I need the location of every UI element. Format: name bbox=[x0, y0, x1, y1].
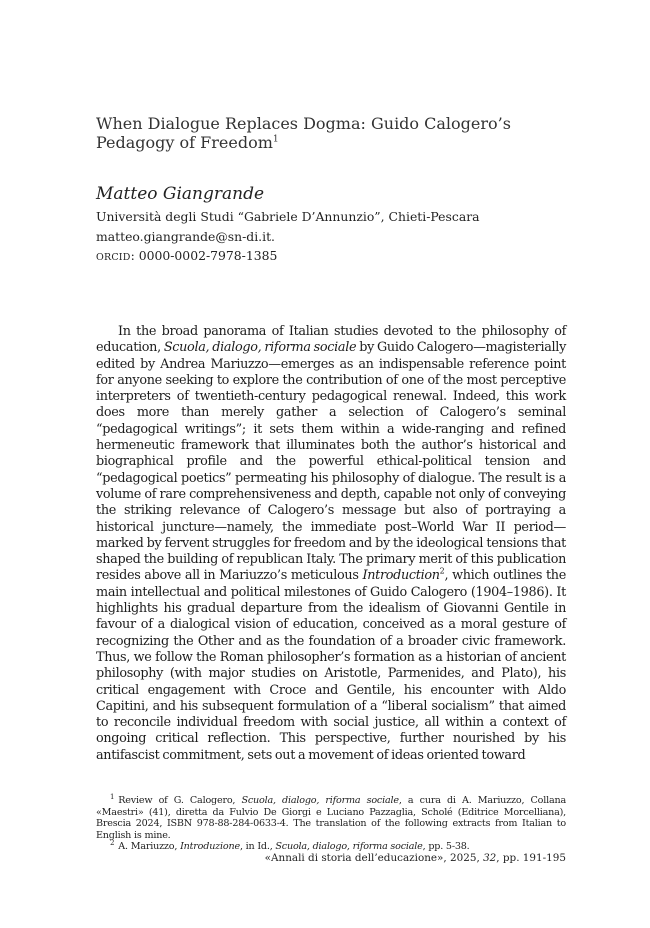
footnote-marker-2: 2 bbox=[439, 567, 445, 577]
footnote-1 bbox=[96, 792, 566, 841]
footnote-2 bbox=[96, 838, 566, 853]
footer-pages: , pp. 191-195 bbox=[496, 852, 566, 864]
body-text-segment: , which outlines the main intellectual and political milestones of Guido Calogero (1904–1986). It highlights his gradual departure from the idealism of Giovanni Gentile in favour of a dialogical vision of education, conceived as a moral gesture of recognizing the Other and as the foundation of a broader civic framework. Thus, we follow the Roman philosopher’s formation as a historian of ancient philosophy (with major studies on Aristotle, Parmenides, and Plato), his critical engagement with Croce and Gentile, his encounter with Aldo Capitini, and his subsequent formulation of a “liberal socialism” that aimed to reconcile individual freedom with social justice, all within a context of ongoing critical reflection. This perspective, further nourished by his antifascist commitment, sets out a movement of ideas oriented toward bbox=[96, 568, 566, 763]
introduction-italic: Introduction bbox=[362, 568, 440, 584]
footnote-text: , pp. 5-38. bbox=[422, 841, 470, 852]
footer-volume: 32 bbox=[483, 852, 497, 864]
footnote-text: , a cura di A. Mariuzzo, Collana «Maestri» (41), diretta da Fulvio De Giorgi e Luciano Pazzaglia, Scholé (Editrice Morcelliana), Brescia 2024, ISBN 978-88-284-0633-4. The translation of the following extracts from Italian to English is mine. bbox=[96, 795, 566, 841]
footnotes bbox=[96, 792, 566, 853]
author-affiliation: Università degli Studi “Gabriele D’Annunzio”, Chieti-Pescara bbox=[96, 209, 480, 224]
footnote-italic: Scuola, dialogo, riforma sociale bbox=[275, 841, 423, 852]
footnote-number: 1 bbox=[110, 792, 115, 801]
orcid-value: : 0000-0002-7978-1385 bbox=[130, 248, 278, 263]
body-text-segment: by Guido Calogero—magisterially edited by Andrea Mariuzzo—emerges as an indispensable reference point for anyone seeking to explore the contribution of one of the most perceptive interpreters of twentieth-century pedagogical renewal. Indeed, this work does more than merely gather a selection of Calogero’s seminal “pedagogical writings”; it sets them within a wide-ranging and refined hermeneutic framework that illuminates both the author’s historical and biographical profile and the powerful ethical-political tension and “pedagogical poetics” permeating his philosophy of dialogue. The result is a volume of rare comprehensiveness and depth, capable not only of conveying the striking relevance of Calogero’s message but also of portraying a historical juncture—namely, the immediate post–World War II period—marked by fervent struggles for freedom and by the ideological tensions that shaped the building of republican Italy. The primary merit of this publication resides above all in Mariuzzo’s meticulous bbox=[96, 340, 566, 584]
article-title bbox=[96, 114, 566, 152]
running-footer bbox=[265, 852, 566, 864]
footnote-italic: Introduzione bbox=[180, 841, 240, 852]
footer-journal: «Annali di storia dell’educazione», 2025, bbox=[264, 852, 484, 864]
footnote-italic: Scuola, dialogo, riforma sociale bbox=[241, 795, 399, 806]
title-footnote-marker: 1 bbox=[272, 134, 279, 145]
article-body bbox=[96, 324, 566, 764]
book-title-italic: Scuola, dialogo, riforma sociale bbox=[163, 340, 357, 356]
author-name: Matteo Giangrande bbox=[96, 184, 265, 204]
author-email: matteo.giangrande@sn-di.it. bbox=[96, 229, 275, 244]
author-orcid bbox=[96, 248, 566, 266]
article-title-text: When Dialogue Replaces Dogma: Guido Calogero’s Pedagogy of Freedom bbox=[96, 114, 511, 152]
footnote-text: A. Mariuzzo, bbox=[118, 841, 181, 852]
body-text-segment: In the broad panorama of Italian studies devoted to the philosophy of education, bbox=[96, 324, 566, 356]
body-paragraph bbox=[96, 324, 566, 764]
orcid-label: ORCID bbox=[96, 252, 131, 263]
footnote-text: , in Id., bbox=[239, 841, 276, 852]
footnote-text: Review of G. Calogero, bbox=[118, 795, 242, 806]
footnote-number: 2 bbox=[110, 838, 115, 847]
